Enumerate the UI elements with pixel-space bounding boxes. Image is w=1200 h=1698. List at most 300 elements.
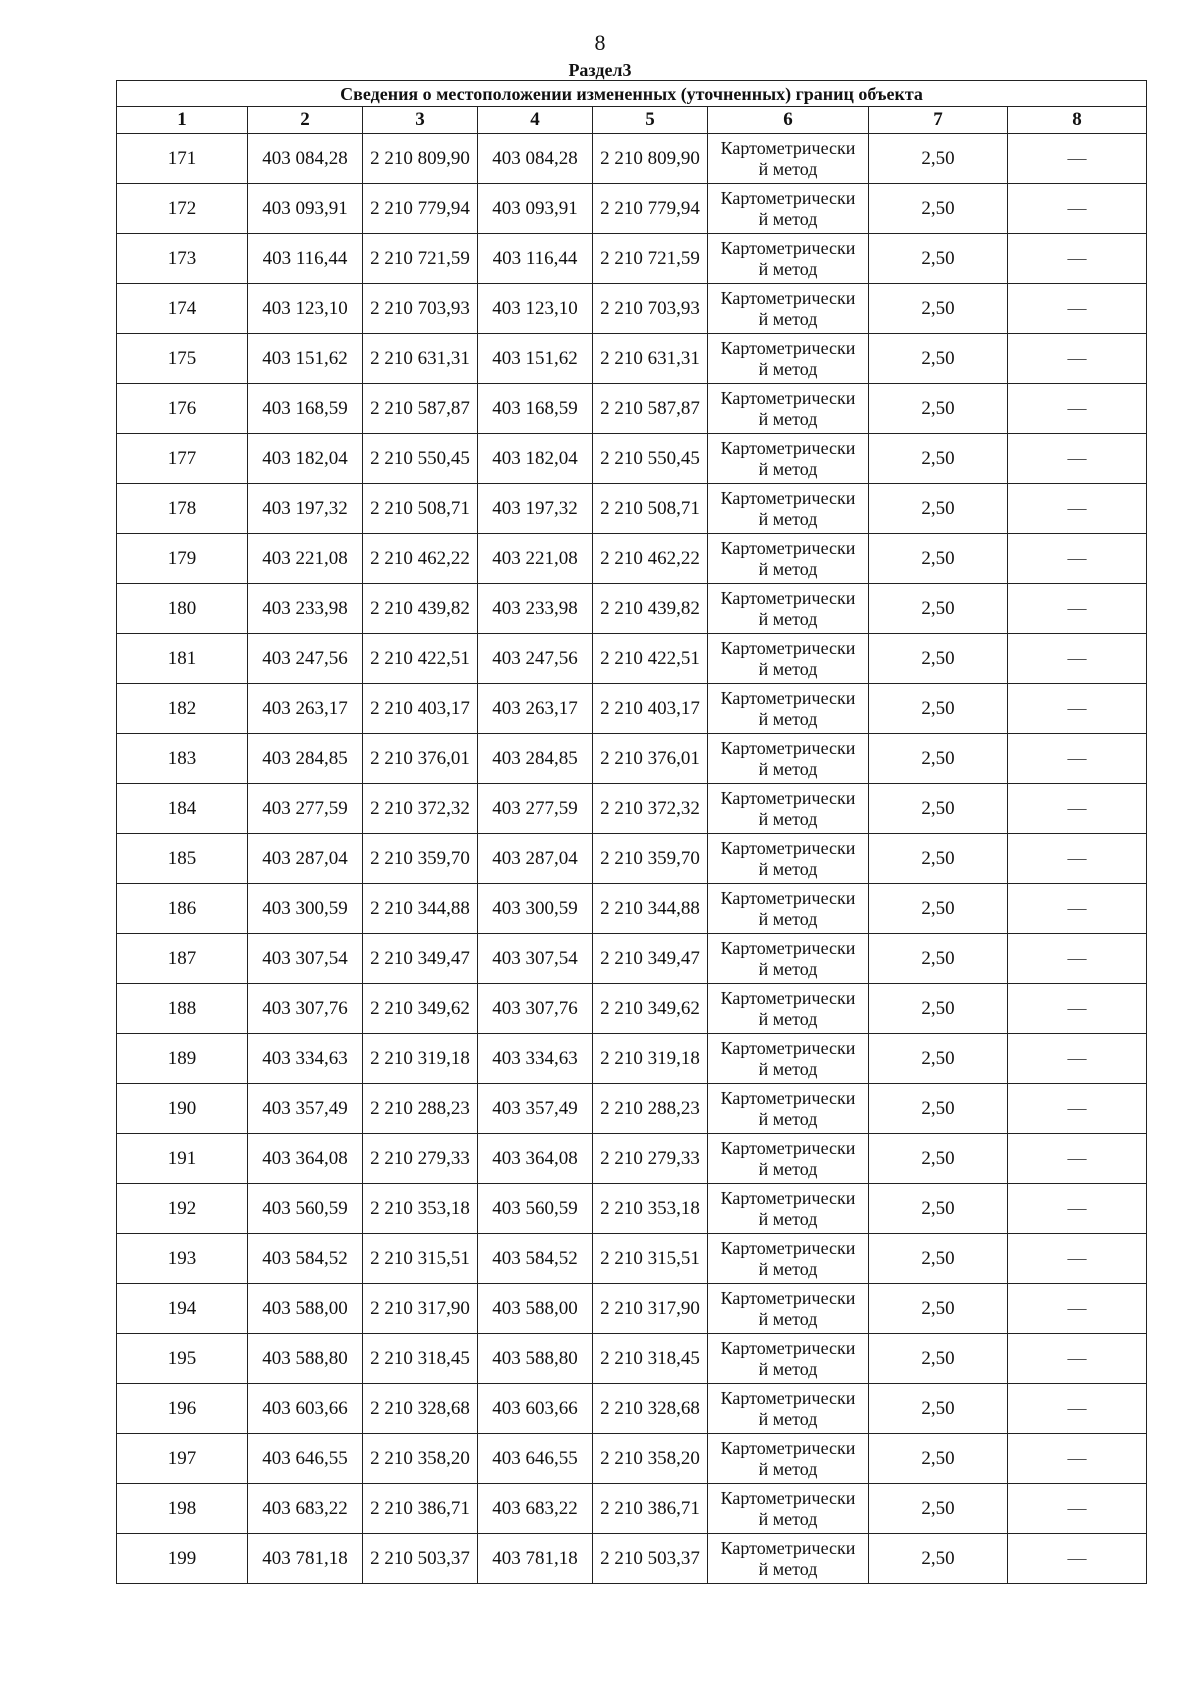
new-x-cell: 403 584,52 bbox=[478, 1234, 593, 1284]
new-y-cell: 2 210 376,01 bbox=[593, 734, 708, 784]
note-cell: — bbox=[1008, 884, 1147, 934]
method-cell bbox=[708, 1084, 869, 1134]
method-line: й метод bbox=[758, 1458, 818, 1479]
column-header: 5 bbox=[593, 107, 708, 134]
method-cell bbox=[708, 734, 869, 784]
method-line: Картометрически bbox=[720, 1087, 856, 1108]
method-line: Картометрически bbox=[720, 137, 856, 158]
note-cell: — bbox=[1008, 1334, 1147, 1384]
note-cell: — bbox=[1008, 234, 1147, 284]
table-row bbox=[117, 734, 1147, 784]
method-cell bbox=[708, 934, 869, 984]
precision-cell: 2,50 bbox=[869, 834, 1008, 884]
note-cell: — bbox=[1008, 1434, 1147, 1484]
existing-y-cell: 2 210 279,33 bbox=[363, 1134, 478, 1184]
precision-cell: 2,50 bbox=[869, 684, 1008, 734]
method-line: й метод bbox=[758, 758, 818, 779]
method-line: Картометрически bbox=[720, 387, 856, 408]
method-line: й метод bbox=[758, 658, 818, 679]
table-body bbox=[117, 134, 1147, 1584]
new-y-cell: 2 210 372,32 bbox=[593, 784, 708, 834]
new-x-cell: 403 123,10 bbox=[478, 284, 593, 334]
note-cell: — bbox=[1008, 1234, 1147, 1284]
method-cell bbox=[708, 1434, 869, 1484]
new-x-cell: 403 588,80 bbox=[478, 1334, 593, 1384]
method-line: й метод bbox=[758, 258, 818, 279]
existing-y-cell: 2 210 503,37 bbox=[363, 1534, 478, 1584]
point-number-cell: 181 bbox=[117, 634, 248, 684]
existing-y-cell: 2 210 809,90 bbox=[363, 134, 478, 184]
method-line: й метод bbox=[758, 1508, 818, 1529]
existing-x-cell: 403 357,49 bbox=[248, 1084, 363, 1134]
method-line: Картометрически bbox=[720, 937, 856, 958]
method-line: Картометрически bbox=[720, 1187, 856, 1208]
table-row bbox=[117, 184, 1147, 234]
new-x-cell: 403 277,59 bbox=[478, 784, 593, 834]
new-y-cell: 2 210 508,71 bbox=[593, 484, 708, 534]
point-number-cell: 177 bbox=[117, 434, 248, 484]
new-x-cell: 403 357,49 bbox=[478, 1084, 593, 1134]
point-number-cell: 191 bbox=[117, 1134, 248, 1184]
new-x-cell: 403 287,04 bbox=[478, 834, 593, 884]
existing-x-cell: 403 084,28 bbox=[248, 134, 363, 184]
table-row bbox=[117, 834, 1147, 884]
point-number-cell: 176 bbox=[117, 384, 248, 434]
method-cell bbox=[708, 1284, 869, 1334]
point-number-cell: 184 bbox=[117, 784, 248, 834]
new-y-cell: 2 210 279,33 bbox=[593, 1134, 708, 1184]
existing-x-cell: 403 334,63 bbox=[248, 1034, 363, 1084]
existing-y-cell: 2 210 439,82 bbox=[363, 584, 478, 634]
method-cell bbox=[708, 1234, 869, 1284]
new-y-cell: 2 210 317,90 bbox=[593, 1284, 708, 1334]
method-line: Картометрически bbox=[720, 1037, 856, 1058]
existing-x-cell: 403 287,04 bbox=[248, 834, 363, 884]
method-line: й метод bbox=[758, 1558, 818, 1579]
method-line: й метод bbox=[758, 558, 818, 579]
existing-x-cell: 403 168,59 bbox=[248, 384, 363, 434]
method-cell bbox=[708, 284, 869, 334]
new-x-cell: 403 093,91 bbox=[478, 184, 593, 234]
table-row bbox=[117, 534, 1147, 584]
table-row bbox=[117, 384, 1147, 434]
new-y-cell: 2 210 358,20 bbox=[593, 1434, 708, 1484]
method-line: Картометрически bbox=[720, 1437, 856, 1458]
column-header: 6 bbox=[708, 107, 869, 134]
existing-x-cell: 403 307,76 bbox=[248, 984, 363, 1034]
method-line: Картометрически bbox=[720, 1237, 856, 1258]
method-line: Картометрически bbox=[720, 1337, 856, 1358]
existing-y-cell: 2 210 319,18 bbox=[363, 1034, 478, 1084]
new-x-cell: 403 364,08 bbox=[478, 1134, 593, 1184]
note-cell: — bbox=[1008, 634, 1147, 684]
point-number-cell: 195 bbox=[117, 1334, 248, 1384]
point-number-cell: 178 bbox=[117, 484, 248, 534]
method-cell bbox=[708, 1134, 869, 1184]
table-caption: Сведения о местоположении измененных (уточненных) границ объекта bbox=[117, 81, 1147, 107]
new-y-cell: 2 210 353,18 bbox=[593, 1184, 708, 1234]
method-line: Картометрически bbox=[720, 237, 856, 258]
existing-x-cell: 403 781,18 bbox=[248, 1534, 363, 1584]
method-line: Картометрически bbox=[720, 487, 856, 508]
method-line: Картометрически bbox=[720, 537, 856, 558]
new-y-cell: 2 210 631,31 bbox=[593, 334, 708, 384]
table-row bbox=[117, 1184, 1147, 1234]
method-line: Картометрически bbox=[720, 887, 856, 908]
new-x-cell: 403 197,32 bbox=[478, 484, 593, 534]
note-cell: — bbox=[1008, 534, 1147, 584]
new-y-cell: 2 210 328,68 bbox=[593, 1384, 708, 1434]
precision-cell: 2,50 bbox=[869, 234, 1008, 284]
precision-cell: 2,50 bbox=[869, 934, 1008, 984]
existing-x-cell: 403 263,17 bbox=[248, 684, 363, 734]
new-x-cell: 403 151,62 bbox=[478, 334, 593, 384]
note-cell: — bbox=[1008, 1184, 1147, 1234]
table-row bbox=[117, 984, 1147, 1034]
existing-x-cell: 403 277,59 bbox=[248, 784, 363, 834]
note-cell: — bbox=[1008, 1284, 1147, 1334]
precision-cell: 2,50 bbox=[869, 1534, 1008, 1584]
existing-x-cell: 403 603,66 bbox=[248, 1384, 363, 1434]
column-header: 3 bbox=[363, 107, 478, 134]
coordinates-table bbox=[116, 80, 1147, 1584]
method-cell bbox=[708, 1484, 869, 1534]
new-y-cell: 2 210 386,71 bbox=[593, 1484, 708, 1534]
new-y-cell: 2 210 462,22 bbox=[593, 534, 708, 584]
table-row bbox=[117, 884, 1147, 934]
precision-cell: 2,50 bbox=[869, 984, 1008, 1034]
new-y-cell: 2 210 403,17 bbox=[593, 684, 708, 734]
new-y-cell: 2 210 422,51 bbox=[593, 634, 708, 684]
method-line: й метод bbox=[758, 158, 818, 179]
point-number-cell: 175 bbox=[117, 334, 248, 384]
new-x-cell: 403 683,22 bbox=[478, 1484, 593, 1534]
table-row bbox=[117, 334, 1147, 384]
precision-cell: 2,50 bbox=[869, 584, 1008, 634]
table-row bbox=[117, 934, 1147, 984]
existing-y-cell: 2 210 376,01 bbox=[363, 734, 478, 784]
column-header-row bbox=[117, 107, 1147, 134]
note-cell: — bbox=[1008, 584, 1147, 634]
existing-x-cell: 403 646,55 bbox=[248, 1434, 363, 1484]
method-cell bbox=[708, 484, 869, 534]
method-line: й метод bbox=[758, 208, 818, 229]
existing-y-cell: 2 210 317,90 bbox=[363, 1284, 478, 1334]
existing-x-cell: 403 300,59 bbox=[248, 884, 363, 934]
table-row bbox=[117, 634, 1147, 684]
table-row bbox=[117, 234, 1147, 284]
method-cell bbox=[708, 1184, 869, 1234]
precision-cell: 2,50 bbox=[869, 884, 1008, 934]
note-cell: — bbox=[1008, 134, 1147, 184]
existing-x-cell: 403 233,98 bbox=[248, 584, 363, 634]
new-y-cell: 2 210 503,37 bbox=[593, 1534, 708, 1584]
existing-x-cell: 403 116,44 bbox=[248, 234, 363, 284]
method-line: Картометрически bbox=[720, 1137, 856, 1158]
existing-y-cell: 2 210 358,20 bbox=[363, 1434, 478, 1484]
new-y-cell: 2 210 779,94 bbox=[593, 184, 708, 234]
method-line: й метод bbox=[758, 458, 818, 479]
point-number-cell: 186 bbox=[117, 884, 248, 934]
method-cell bbox=[708, 584, 869, 634]
existing-y-cell: 2 210 703,93 bbox=[363, 284, 478, 334]
new-x-cell: 403 182,04 bbox=[478, 434, 593, 484]
method-line: й метод bbox=[758, 308, 818, 329]
existing-x-cell: 403 221,08 bbox=[248, 534, 363, 584]
new-x-cell: 403 307,76 bbox=[478, 984, 593, 1034]
table-row bbox=[117, 1084, 1147, 1134]
precision-cell: 2,50 bbox=[869, 434, 1008, 484]
existing-y-cell: 2 210 353,18 bbox=[363, 1184, 478, 1234]
method-line: Картометрически bbox=[720, 837, 856, 858]
method-line: Картометрически bbox=[720, 1537, 856, 1558]
method-line: Картометрически bbox=[720, 1387, 856, 1408]
column-header: 1 bbox=[117, 107, 248, 134]
precision-cell: 2,50 bbox=[869, 1434, 1008, 1484]
note-cell: — bbox=[1008, 1084, 1147, 1134]
precision-cell: 2,50 bbox=[869, 134, 1008, 184]
precision-cell: 2,50 bbox=[869, 334, 1008, 384]
point-number-cell: 199 bbox=[117, 1534, 248, 1584]
table-row bbox=[117, 1234, 1147, 1284]
method-line: й метод bbox=[758, 858, 818, 879]
existing-y-cell: 2 210 779,94 bbox=[363, 184, 478, 234]
method-cell bbox=[708, 1034, 869, 1084]
existing-y-cell: 2 210 344,88 bbox=[363, 884, 478, 934]
new-y-cell: 2 210 550,45 bbox=[593, 434, 708, 484]
method-line: Картометрически bbox=[720, 337, 856, 358]
table-row bbox=[117, 1134, 1147, 1184]
existing-y-cell: 2 210 462,22 bbox=[363, 534, 478, 584]
method-line: й метод bbox=[758, 958, 818, 979]
point-number-cell: 194 bbox=[117, 1284, 248, 1334]
point-number-cell: 182 bbox=[117, 684, 248, 734]
new-x-cell: 403 603,66 bbox=[478, 1384, 593, 1434]
method-line: Картометрически bbox=[720, 737, 856, 758]
method-cell bbox=[708, 384, 869, 434]
existing-y-cell: 2 210 422,51 bbox=[363, 634, 478, 684]
note-cell: — bbox=[1008, 434, 1147, 484]
point-number-cell: 179 bbox=[117, 534, 248, 584]
table-row bbox=[117, 1534, 1147, 1584]
new-x-cell: 403 116,44 bbox=[478, 234, 593, 284]
point-number-cell: 198 bbox=[117, 1484, 248, 1534]
note-cell: — bbox=[1008, 1384, 1147, 1434]
precision-cell: 2,50 bbox=[869, 1484, 1008, 1534]
point-number-cell: 183 bbox=[117, 734, 248, 784]
method-line: Картометрически bbox=[720, 587, 856, 608]
method-line: Картометрически bbox=[720, 1487, 856, 1508]
note-cell: — bbox=[1008, 184, 1147, 234]
precision-cell: 2,50 bbox=[869, 1334, 1008, 1384]
method-line: й метод bbox=[758, 1258, 818, 1279]
method-line: й метод bbox=[758, 708, 818, 729]
existing-x-cell: 403 123,10 bbox=[248, 284, 363, 334]
new-x-cell: 403 588,00 bbox=[478, 1284, 593, 1334]
existing-y-cell: 2 210 318,45 bbox=[363, 1334, 478, 1384]
table-row bbox=[117, 584, 1147, 634]
note-cell: — bbox=[1008, 734, 1147, 784]
note-cell: — bbox=[1008, 934, 1147, 984]
new-y-cell: 2 210 349,47 bbox=[593, 934, 708, 984]
point-number-cell: 193 bbox=[117, 1234, 248, 1284]
new-y-cell: 2 210 315,51 bbox=[593, 1234, 708, 1284]
note-cell: — bbox=[1008, 384, 1147, 434]
note-cell: — bbox=[1008, 834, 1147, 884]
new-y-cell: 2 210 809,90 bbox=[593, 134, 708, 184]
method-cell bbox=[708, 434, 869, 484]
method-cell bbox=[708, 534, 869, 584]
note-cell: — bbox=[1008, 484, 1147, 534]
new-x-cell: 403 284,85 bbox=[478, 734, 593, 784]
precision-cell: 2,50 bbox=[869, 534, 1008, 584]
table-row bbox=[117, 134, 1147, 184]
point-number-cell: 174 bbox=[117, 284, 248, 334]
precision-cell: 2,50 bbox=[869, 184, 1008, 234]
point-number-cell: 185 bbox=[117, 834, 248, 884]
note-cell: — bbox=[1008, 1134, 1147, 1184]
precision-cell: 2,50 bbox=[869, 634, 1008, 684]
precision-cell: 2,50 bbox=[869, 1234, 1008, 1284]
column-header: 8 bbox=[1008, 107, 1147, 134]
new-y-cell: 2 210 721,59 bbox=[593, 234, 708, 284]
new-y-cell: 2 210 439,82 bbox=[593, 584, 708, 634]
note-cell: — bbox=[1008, 334, 1147, 384]
table-row bbox=[117, 434, 1147, 484]
method-line: й метод bbox=[758, 1358, 818, 1379]
point-number-cell: 173 bbox=[117, 234, 248, 284]
existing-y-cell: 2 210 403,17 bbox=[363, 684, 478, 734]
existing-y-cell: 2 210 359,70 bbox=[363, 834, 478, 884]
existing-y-cell: 2 210 349,47 bbox=[363, 934, 478, 984]
method-cell bbox=[708, 984, 869, 1034]
existing-y-cell: 2 210 631,31 bbox=[363, 334, 478, 384]
method-line: Картометрически bbox=[720, 787, 856, 808]
existing-y-cell: 2 210 721,59 bbox=[363, 234, 478, 284]
method-line: й метод bbox=[758, 358, 818, 379]
existing-y-cell: 2 210 328,68 bbox=[363, 1384, 478, 1434]
existing-x-cell: 403 588,00 bbox=[248, 1284, 363, 1334]
method-cell bbox=[708, 1534, 869, 1584]
note-cell: — bbox=[1008, 1534, 1147, 1584]
new-x-cell: 403 247,56 bbox=[478, 634, 593, 684]
point-number-cell: 192 bbox=[117, 1184, 248, 1234]
method-cell bbox=[708, 184, 869, 234]
precision-cell: 2,50 bbox=[869, 484, 1008, 534]
existing-y-cell: 2 210 386,71 bbox=[363, 1484, 478, 1534]
precision-cell: 2,50 bbox=[869, 384, 1008, 434]
precision-cell: 2,50 bbox=[869, 1034, 1008, 1084]
existing-x-cell: 403 307,54 bbox=[248, 934, 363, 984]
new-x-cell: 403 300,59 bbox=[478, 884, 593, 934]
table-row bbox=[117, 1334, 1147, 1384]
point-number-cell: 188 bbox=[117, 984, 248, 1034]
existing-x-cell: 403 560,59 bbox=[248, 1184, 363, 1234]
method-line: Картометрически bbox=[720, 287, 856, 308]
new-x-cell: 403 646,55 bbox=[478, 1434, 593, 1484]
method-line: й метод bbox=[758, 808, 818, 829]
new-x-cell: 403 263,17 bbox=[478, 684, 593, 734]
new-y-cell: 2 210 288,23 bbox=[593, 1084, 708, 1134]
precision-cell: 2,50 bbox=[869, 1134, 1008, 1184]
method-line: Картометрически bbox=[720, 687, 856, 708]
note-cell: — bbox=[1008, 1484, 1147, 1534]
existing-y-cell: 2 210 372,32 bbox=[363, 784, 478, 834]
method-cell bbox=[708, 634, 869, 684]
new-y-cell: 2 210 318,45 bbox=[593, 1334, 708, 1384]
method-cell bbox=[708, 334, 869, 384]
precision-cell: 2,50 bbox=[869, 284, 1008, 334]
existing-x-cell: 403 197,32 bbox=[248, 484, 363, 534]
point-number-cell: 180 bbox=[117, 584, 248, 634]
method-line: й метод bbox=[758, 508, 818, 529]
table-row bbox=[117, 1284, 1147, 1334]
new-x-cell: 403 084,28 bbox=[478, 134, 593, 184]
point-number-cell: 172 bbox=[117, 184, 248, 234]
precision-cell: 2,50 bbox=[869, 734, 1008, 784]
new-x-cell: 403 307,54 bbox=[478, 934, 593, 984]
existing-y-cell: 2 210 315,51 bbox=[363, 1234, 478, 1284]
method-cell bbox=[708, 234, 869, 284]
precision-cell: 2,50 bbox=[869, 784, 1008, 834]
existing-x-cell: 403 093,91 bbox=[248, 184, 363, 234]
existing-y-cell: 2 210 349,62 bbox=[363, 984, 478, 1034]
method-line: Картометрически bbox=[720, 987, 856, 1008]
new-y-cell: 2 210 359,70 bbox=[593, 834, 708, 884]
method-line: й метод bbox=[758, 1208, 818, 1229]
method-cell bbox=[708, 1384, 869, 1434]
method-line: й метод bbox=[758, 1058, 818, 1079]
method-line: й метод bbox=[758, 908, 818, 929]
point-number-cell: 190 bbox=[117, 1084, 248, 1134]
method-line: Картометрически bbox=[720, 1287, 856, 1308]
table-row bbox=[117, 1034, 1147, 1084]
column-header: 2 bbox=[248, 107, 363, 134]
existing-x-cell: 403 588,80 bbox=[248, 1334, 363, 1384]
table-row bbox=[117, 784, 1147, 834]
table-row bbox=[117, 1434, 1147, 1484]
existing-x-cell: 403 284,85 bbox=[248, 734, 363, 784]
existing-x-cell: 403 151,62 bbox=[248, 334, 363, 384]
existing-x-cell: 403 247,56 bbox=[248, 634, 363, 684]
column-header: 7 bbox=[869, 107, 1008, 134]
table-row bbox=[117, 1384, 1147, 1434]
method-cell bbox=[708, 134, 869, 184]
method-line: й метод bbox=[758, 1308, 818, 1329]
new-x-cell: 403 233,98 bbox=[478, 584, 593, 634]
existing-y-cell: 2 210 587,87 bbox=[363, 384, 478, 434]
table-row bbox=[117, 484, 1147, 534]
column-header: 4 bbox=[478, 107, 593, 134]
precision-cell: 2,50 bbox=[869, 1284, 1008, 1334]
method-line: Картометрически bbox=[720, 637, 856, 658]
method-line: й метод bbox=[758, 1108, 818, 1129]
note-cell: — bbox=[1008, 284, 1147, 334]
existing-y-cell: 2 210 550,45 bbox=[363, 434, 478, 484]
new-x-cell: 403 334,63 bbox=[478, 1034, 593, 1084]
precision-cell: 2,50 bbox=[869, 1184, 1008, 1234]
table-row bbox=[117, 684, 1147, 734]
note-cell: — bbox=[1008, 784, 1147, 834]
new-y-cell: 2 210 344,88 bbox=[593, 884, 708, 934]
note-cell: — bbox=[1008, 984, 1147, 1034]
method-line: й метод bbox=[758, 1408, 818, 1429]
method-cell bbox=[708, 1334, 869, 1384]
method-cell bbox=[708, 884, 869, 934]
point-number-cell: 196 bbox=[117, 1384, 248, 1434]
note-cell: — bbox=[1008, 1034, 1147, 1084]
point-number-cell: 171 bbox=[117, 134, 248, 184]
